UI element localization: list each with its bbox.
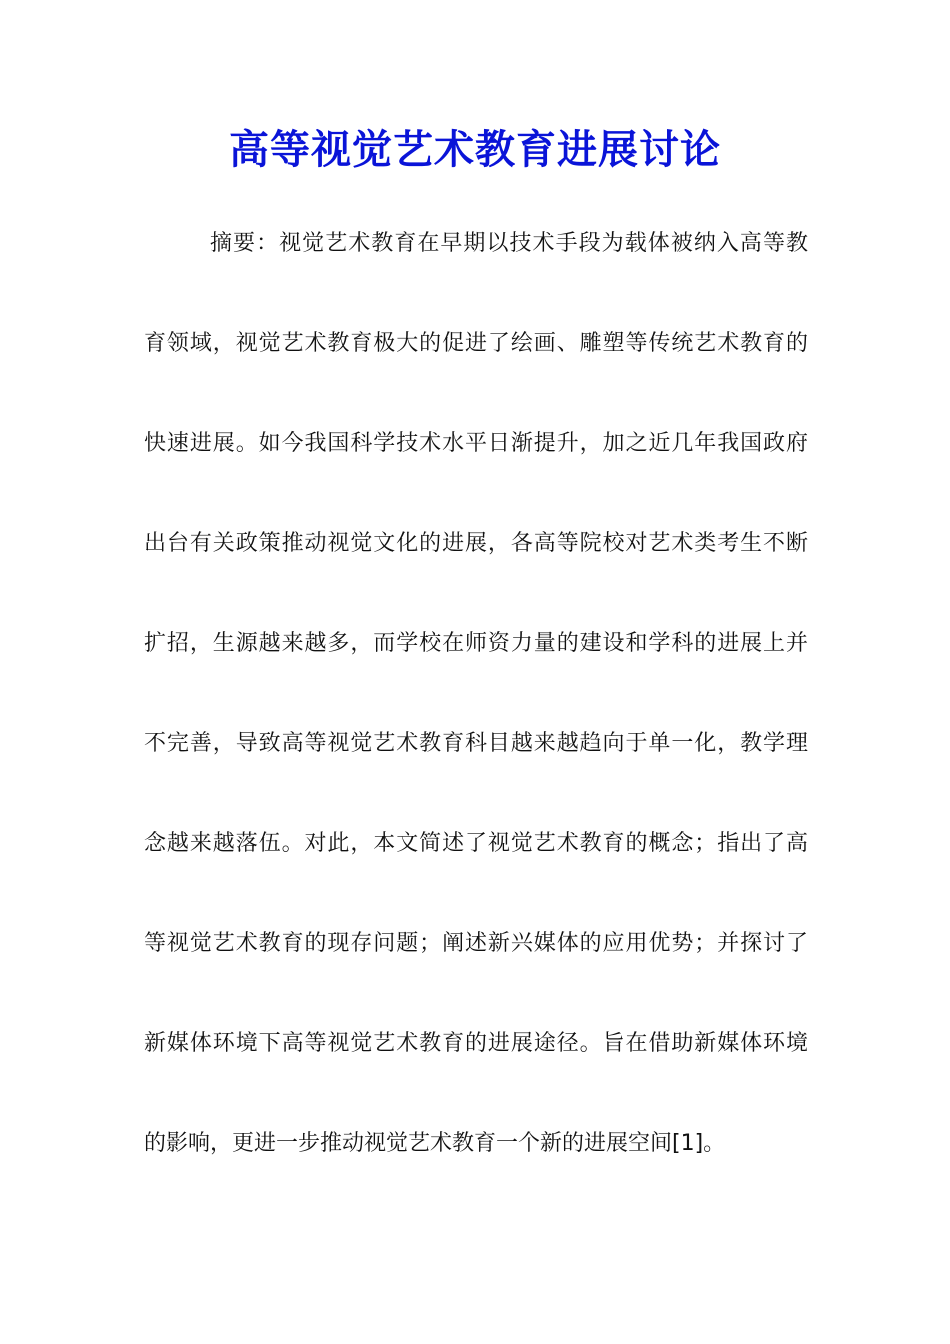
- abstract-paragraph: [144, 224, 808, 1224]
- text-line: 出台有关政策推动视觉文化的进展，各高等院校对艺术类考生不断: [144, 531, 808, 556]
- text-line: 新媒体环境下高等视觉艺术教育的进展途径。旨在借助新媒体环境: [144, 1031, 808, 1056]
- text-line: 念越来越落伍。对此，本文简述了视觉艺术教育的概念；指出了高: [144, 831, 808, 856]
- text-line: 扩招，生源越来越多，而学校在师资力量的建设和学科的进展上并: [144, 631, 808, 656]
- text-line: 育领域，视觉艺术教育极大的促进了绘画、雕塑等传统艺术教育的: [144, 331, 808, 356]
- page-title: 高等视觉艺术教育进展讨论: [229, 126, 721, 173]
- text-line: 的影响，更进一步推动视觉艺术教育一个新的进展空间[1]。: [144, 1131, 726, 1156]
- text-line: 快速进展。如今我国科学技术水平日渐提升，加之近几年我国政府: [144, 431, 808, 456]
- text-line: 等视觉艺术教育的现存问题；阐述新兴媒体的应用优势；并探讨了: [144, 931, 808, 956]
- text-line: 摘要：视觉艺术教育在早期以技术手段为载体被纳入高等教: [210, 231, 808, 256]
- text-line: 不完善，导致高等视觉艺术教育科目越来越趋向于单一化，教学理: [144, 731, 808, 756]
